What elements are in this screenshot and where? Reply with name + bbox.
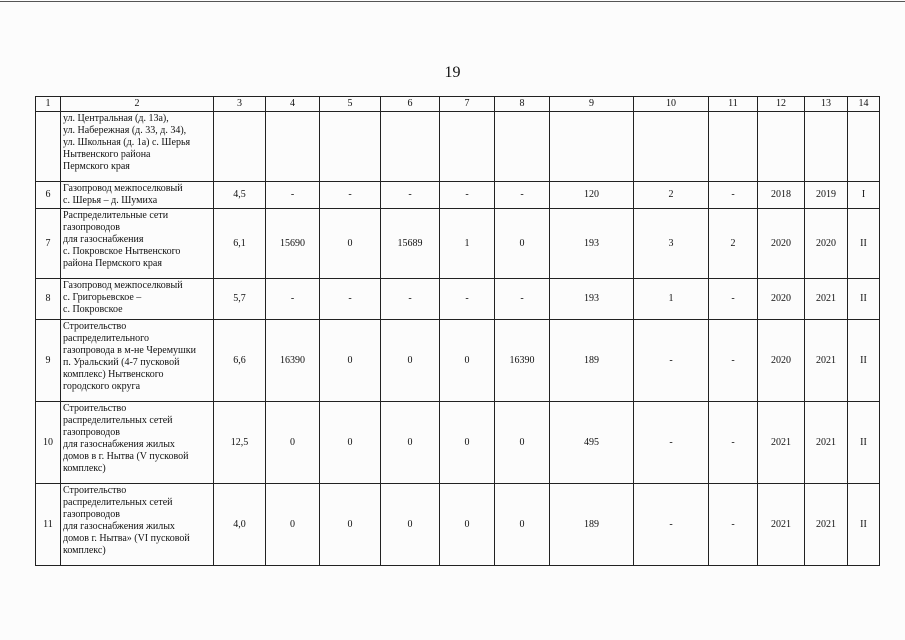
value-cell: -: [634, 320, 709, 402]
header-row: [36, 97, 880, 112]
value-cell: 2021: [805, 484, 848, 566]
value-cell: -: [634, 484, 709, 566]
value-cell: 2020: [758, 209, 805, 279]
value-cell: 1: [440, 209, 495, 279]
value-cell: -: [634, 402, 709, 484]
value-cell: 3: [634, 209, 709, 279]
value-cell: 6,6: [214, 320, 266, 402]
value-cell: 495: [550, 402, 634, 484]
value-cell: 16390: [266, 320, 320, 402]
value-cell: I: [848, 182, 880, 209]
value-cell: -: [709, 320, 758, 402]
value-cell: 2021: [758, 484, 805, 566]
object-name-cell: Строительство распределительных сетей газопроводов для газоснабжения жилых домов в г. Нытва (V пусковой комплекс): [61, 402, 214, 484]
value-cell: 189: [550, 320, 634, 402]
header-cell: 2: [61, 97, 214, 112]
value-cell: 0: [320, 402, 381, 484]
table-row: [36, 484, 880, 566]
table-row: [36, 209, 880, 279]
object-name-cell: Строительство распределительного газопровода в м-не Черемушки п. Уральский (4-7 пусковой комплекс) Нытвенского городского округа: [61, 320, 214, 402]
value-cell: 2021: [805, 402, 848, 484]
value-cell: 0: [381, 320, 440, 402]
value-cell: 2019: [805, 182, 848, 209]
value-cell: -: [709, 182, 758, 209]
value-cell: 189: [550, 484, 634, 566]
value-cell: 2021: [805, 279, 848, 320]
value-cell: 0: [495, 484, 550, 566]
header-cell: 11: [709, 97, 758, 112]
value-cell: 0: [440, 320, 495, 402]
value-cell: II: [848, 320, 880, 402]
value-cell: 0: [266, 484, 320, 566]
row-number-cell: 8: [36, 279, 61, 320]
value-cell: 120: [550, 182, 634, 209]
value-cell: 15689: [381, 209, 440, 279]
table-row: [36, 402, 880, 484]
header-cell: 10: [634, 97, 709, 112]
value-cell: 16390: [495, 320, 550, 402]
value-cell: 6,1: [214, 209, 266, 279]
value-cell: -: [266, 182, 320, 209]
header-cell: 4: [266, 97, 320, 112]
value-cell: 4,0: [214, 484, 266, 566]
value-cell: 0: [320, 320, 381, 402]
header-cell: 3: [214, 97, 266, 112]
object-name-cell: Строительство распределительных сетей газопроводов для газоснабжения жилых домов г. Нытва» (VI пусковой комплекс): [61, 484, 214, 566]
value-cell: [709, 112, 758, 182]
value-cell: 0: [320, 209, 381, 279]
value-cell: -: [495, 279, 550, 320]
header-cell: 12: [758, 97, 805, 112]
value-cell: [440, 112, 495, 182]
header-cell: 9: [550, 97, 634, 112]
header-cell: 13: [805, 97, 848, 112]
header-cell: 6: [381, 97, 440, 112]
value-cell: 0: [381, 402, 440, 484]
value-cell: 12,5: [214, 402, 266, 484]
value-cell: 1: [634, 279, 709, 320]
object-name-cell: Газопровод межпоселковый с. Григорьевское – с. Покровское: [61, 279, 214, 320]
value-cell: -: [440, 182, 495, 209]
value-cell: 0: [440, 402, 495, 484]
value-cell: II: [848, 279, 880, 320]
row-number-cell: 11: [36, 484, 61, 566]
value-cell: [634, 112, 709, 182]
row-number-cell: 6: [36, 182, 61, 209]
value-cell: [214, 112, 266, 182]
value-cell: 5,7: [214, 279, 266, 320]
value-cell: [266, 112, 320, 182]
value-cell: [848, 112, 880, 182]
object-name-cell: Распределительные сети газопроводов для газоснабжения с. Покровское Нытвенского района Пермского края: [61, 209, 214, 279]
value-cell: [495, 112, 550, 182]
value-cell: 0: [495, 209, 550, 279]
value-cell: -: [266, 279, 320, 320]
value-cell: -: [381, 182, 440, 209]
value-cell: 0: [320, 484, 381, 566]
value-cell: 15690: [266, 209, 320, 279]
value-cell: 2: [634, 182, 709, 209]
value-cell: [381, 112, 440, 182]
header-cell: 7: [440, 97, 495, 112]
row-number-cell: 9: [36, 320, 61, 402]
value-cell: -: [320, 182, 381, 209]
value-cell: 0: [440, 484, 495, 566]
header-cell: 8: [495, 97, 550, 112]
row-number-cell: [36, 112, 61, 182]
value-cell: 2020: [758, 279, 805, 320]
value-cell: 2021: [805, 320, 848, 402]
value-cell: -: [709, 484, 758, 566]
header-cell: 14: [848, 97, 880, 112]
value-cell: -: [709, 402, 758, 484]
value-cell: -: [440, 279, 495, 320]
value-cell: 193: [550, 209, 634, 279]
value-cell: II: [848, 484, 880, 566]
value-cell: 0: [495, 402, 550, 484]
value-cell: [320, 112, 381, 182]
value-cell: [758, 112, 805, 182]
value-cell: 2020: [758, 320, 805, 402]
value-cell: 0: [266, 402, 320, 484]
value-cell: [805, 112, 848, 182]
object-name-cell: Газопровод межпоселковый с. Шерья – д. Шумиха: [61, 182, 214, 209]
value-cell: 193: [550, 279, 634, 320]
value-cell: -: [495, 182, 550, 209]
value-cell: -: [320, 279, 381, 320]
value-cell: 2021: [758, 402, 805, 484]
table-row: [36, 320, 880, 402]
value-cell: 0: [381, 484, 440, 566]
value-cell: [550, 112, 634, 182]
header-cell: 5: [320, 97, 381, 112]
value-cell: II: [848, 209, 880, 279]
value-cell: 2018: [758, 182, 805, 209]
value-cell: 4,5: [214, 182, 266, 209]
value-cell: -: [381, 279, 440, 320]
header-cell: 1: [36, 97, 61, 112]
table-row: [36, 279, 880, 320]
row-number-cell: 10: [36, 402, 61, 484]
top-edge-line: [0, 1, 905, 2]
value-cell: II: [848, 402, 880, 484]
value-cell: -: [709, 279, 758, 320]
value-cell: 2: [709, 209, 758, 279]
data-table: [35, 96, 880, 566]
table-row: [36, 182, 880, 209]
value-cell: 2020: [805, 209, 848, 279]
table-row: [36, 112, 880, 182]
object-name-cell: ул. Центральная (д. 13а), ул. Набережная (д. 33, д. 34), ул. Школьная (д. 1а) с. Шерья Нытвенского района Пермского края: [61, 112, 214, 182]
row-number-cell: 7: [36, 209, 61, 279]
page-number: 19: [444, 64, 461, 81]
